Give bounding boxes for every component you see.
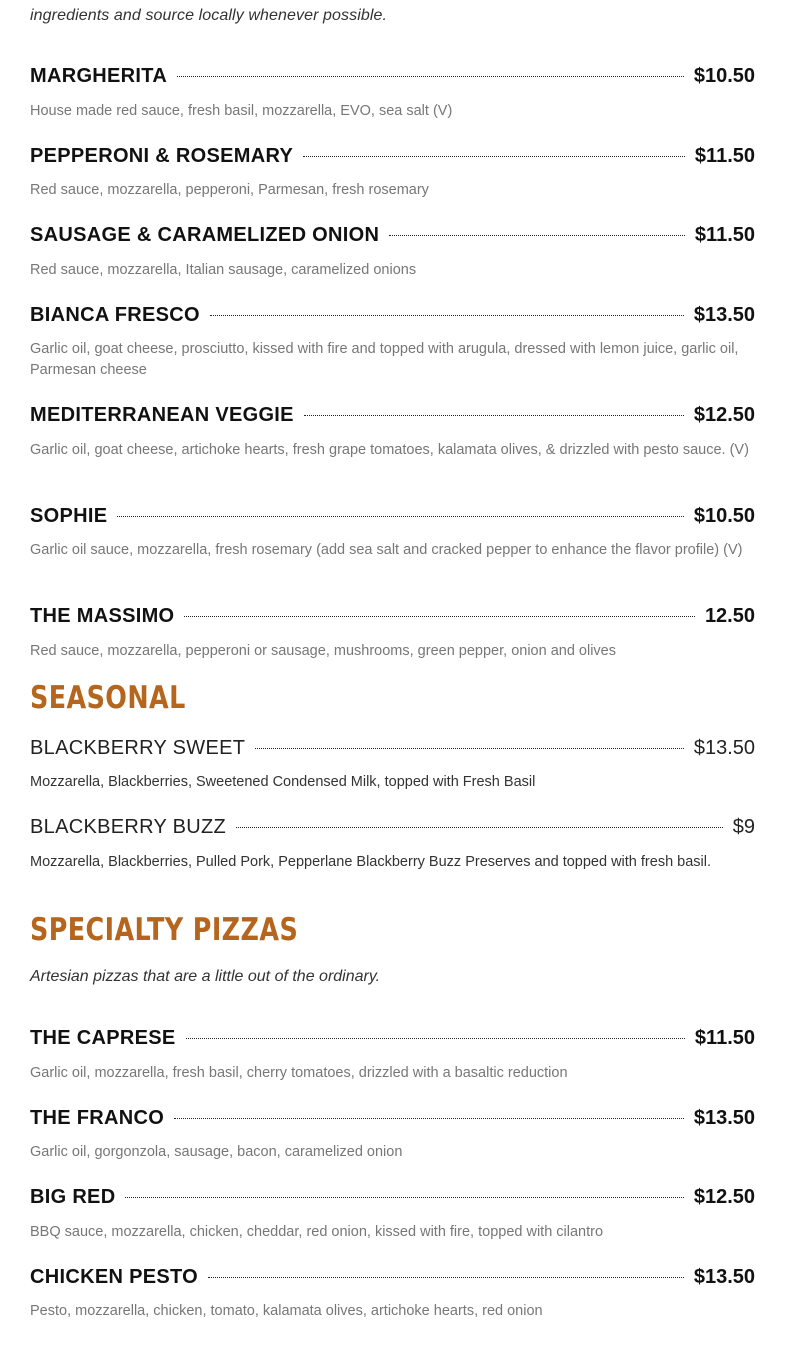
item-name: MEDITERRANEAN VEGGIE: [30, 403, 294, 426]
menu-item-sausage-onion: [30, 222, 755, 248]
menu-item-mediterranean-veggie: [30, 402, 755, 428]
intro-text: ingredients and source locally whenever possible.: [30, 7, 388, 24]
menu-item-chicken-pesto: [30, 1264, 755, 1290]
item-name: THE MASSIMO: [30, 604, 175, 627]
item-price: $12.50: [693, 1185, 755, 1208]
dot-leader: [389, 235, 685, 236]
item-name: THE CAPRESE: [30, 1026, 176, 1049]
item-description: Pesto, mozzarella, chicken, tomato, kalamata olives, artichoke hearts, red onion: [30, 1303, 543, 1319]
item-price: $11.50: [694, 223, 755, 246]
menu-item-blackberry-buzz: [30, 814, 755, 840]
menu-item-the-massimo: [30, 603, 755, 629]
item-description: Red sauce, mozzarella, Italian sausage, caramelized onions: [30, 262, 417, 278]
section-title-specialty: SPECIALTY PIZZAS: [30, 912, 299, 948]
item-name: CHICKEN PESTO: [30, 1265, 199, 1288]
dot-leader: [125, 1197, 683, 1198]
item-description: House made red sauce, fresh basil, mozzarella, EVO, sea salt (V): [30, 103, 453, 119]
item-price: $11.50: [694, 144, 755, 167]
item-price: $13.50: [693, 736, 755, 759]
item-name: MARGHERITA: [30, 64, 168, 87]
item-name: PEPPERONI & ROSEMARY: [30, 144, 294, 167]
menu-item-sophie: [30, 503, 755, 529]
dot-leader: [186, 1038, 685, 1039]
item-price: $13.50: [693, 1265, 755, 1288]
item-price: $12.50: [693, 403, 755, 426]
item-name: BIG RED: [30, 1185, 116, 1208]
item-description: Mozzarella, Blackberries, Sweetened Condensed Milk, topped with Fresh Basil: [30, 774, 536, 790]
item-description: Garlic oil, mozzarella, fresh basil, cherry tomatoes, drizzled with a basaltic reduction: [30, 1065, 568, 1081]
item-name: BLACKBERRY SWEET: [30, 736, 246, 759]
section-subtitle: Artesian pizzas that are a little out of the ordinary.: [30, 968, 381, 985]
item-price: $9: [732, 815, 755, 838]
item-price: $11.50: [694, 1026, 755, 1049]
item-description: Garlic oil, gorgonzola, sausage, bacon, caramelized onion: [30, 1144, 403, 1160]
dot-leader: [208, 1277, 684, 1278]
item-price: $13.50: [693, 1106, 755, 1129]
item-price: 12.50: [704, 604, 755, 627]
dot-leader: [117, 516, 683, 517]
item-name: BLACKBERRY BUZZ: [30, 815, 227, 838]
item-description: Garlic oil, goat cheese, prosciutto, kissed with fire and topped with arugula, dressed with lemon juice, garlic oil, Parmesan cheese: [30, 341, 739, 378]
item-description: Red sauce, mozzarella, pepperoni, Parmesan, fresh rosemary: [30, 182, 429, 198]
menu-item-margherita: [30, 63, 755, 89]
item-name: THE FRANCO: [30, 1106, 165, 1129]
dot-leader: [255, 748, 684, 749]
dot-leader: [304, 415, 684, 416]
dot-leader: [174, 1118, 684, 1119]
item-price: $10.50: [693, 64, 755, 87]
item-description: Mozzarella, Blackberries, Pulled Pork, Pepperlane Blackberry Buzz Preserves and topped with fresh basil.: [30, 854, 712, 870]
menu-item-pepperoni-rosemary: [30, 143, 755, 169]
menu-item-blackberry-sweet: [30, 735, 755, 761]
item-price: $10.50: [693, 504, 755, 527]
dot-leader: [236, 827, 723, 828]
item-description: Garlic oil sauce, mozzarella, fresh rosemary (add sea salt and cracked pepper to enhance the flavor profile) (V): [30, 542, 743, 558]
section-title-seasonal: SEASONAL: [30, 680, 186, 716]
dot-leader: [184, 616, 695, 617]
menu-item-big-red: [30, 1184, 755, 1210]
item-name: SOPHIE: [30, 504, 108, 527]
item-name: BIANCA FRESCO: [30, 303, 200, 326]
item-price: $13.50: [693, 303, 755, 326]
dot-leader: [177, 76, 684, 77]
item-name: SAUSAGE & CARAMELIZED ONION: [30, 223, 380, 246]
menu-item-bianca-fresco: [30, 302, 755, 328]
dot-leader: [303, 156, 685, 157]
item-description: Garlic oil, goat cheese, artichoke hearts, fresh grape tomatoes, kalamata olives, & drizzled with pesto sauce. (V): [30, 442, 749, 458]
item-description: BBQ sauce, mozzarella, chicken, cheddar, red onion, kissed with fire, topped with cilantro: [30, 1224, 604, 1240]
dot-leader: [210, 315, 684, 316]
menu-item-the-franco: [30, 1105, 755, 1131]
menu-item-the-caprese: [30, 1025, 755, 1051]
item-description: Red sauce, mozzarella, pepperoni or sausage, mushrooms, green pepper, onion and olives: [30, 643, 616, 659]
